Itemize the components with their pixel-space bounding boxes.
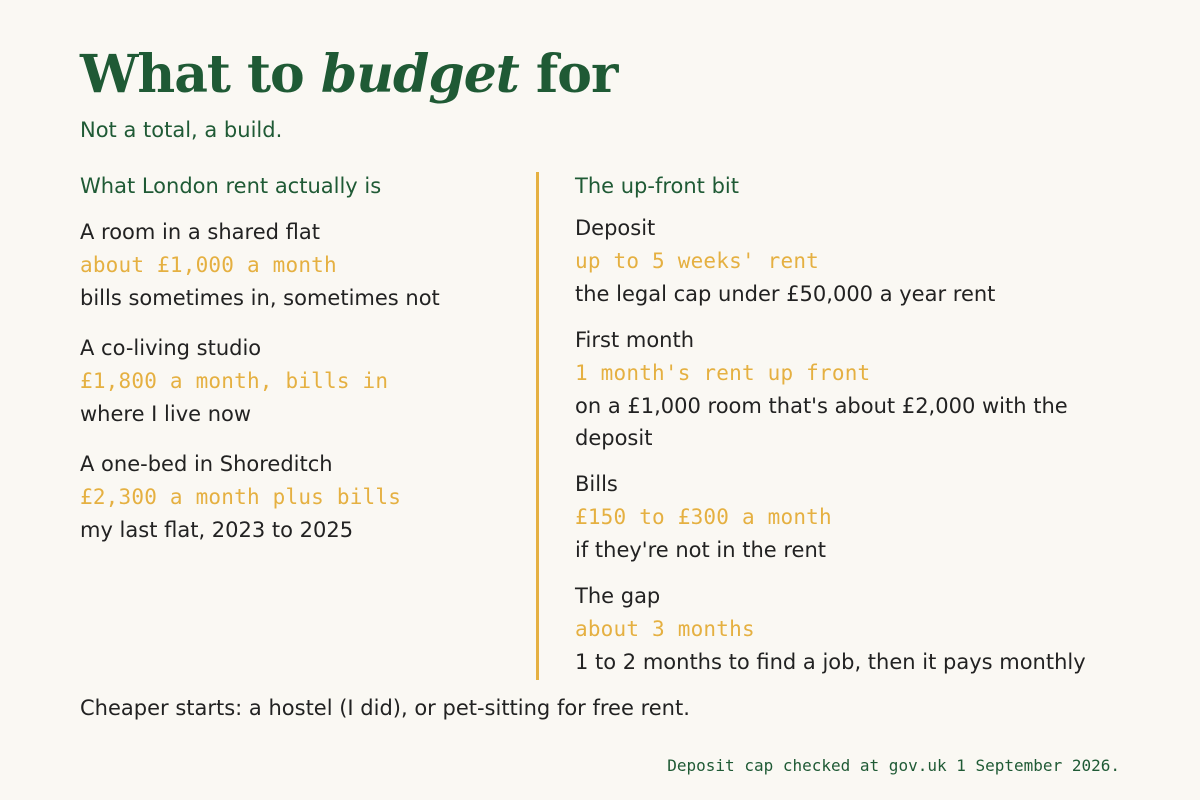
source-note: Deposit cap checked at gov.uk 1 September 2026. xyxy=(667,756,1120,775)
upfront-item-first-month xyxy=(575,324,1135,454)
page-title xyxy=(80,46,617,103)
item-label: Bills xyxy=(575,472,618,496)
cheaper-starts-note: Cheaper starts: a hostel (I did), or pet-sitting for free rent. xyxy=(80,696,690,720)
rent-section-heading: What London rent actually is xyxy=(80,174,382,198)
item-label: A co-living studio xyxy=(80,336,262,360)
item-label: A room in a shared flat xyxy=(80,220,320,244)
item-note: 1 to 2 months to find a job, then it pays monthly xyxy=(575,650,1086,674)
item-value: £150 to £300 a month xyxy=(575,505,832,529)
rent-item-co-living xyxy=(80,332,520,430)
upfront-item-bills xyxy=(575,468,1135,566)
title-suffix: for xyxy=(518,44,618,105)
item-label: Deposit xyxy=(575,216,656,240)
rent-item-one-bed xyxy=(80,448,520,546)
upfront-item-gap xyxy=(575,580,1135,678)
rent-item-shared-room xyxy=(80,216,520,314)
column-divider xyxy=(536,172,539,680)
item-value: £2,300 a month plus bills xyxy=(80,485,402,509)
title-emphasis: budget xyxy=(320,44,519,105)
item-label: The gap xyxy=(575,584,661,608)
item-note: bills sometimes in, sometimes not xyxy=(80,286,440,310)
title-prefix: What to xyxy=(80,44,321,105)
item-label: A one-bed in Shoreditch xyxy=(80,452,333,476)
item-value: about 3 months xyxy=(575,617,755,641)
upfront-item-deposit xyxy=(575,212,1135,310)
item-note: where I live now xyxy=(80,402,252,426)
item-value: about £1,000 a month xyxy=(80,253,337,277)
upfront-section-heading: The up-front bit xyxy=(575,174,739,198)
item-note: on a £1,000 room that's about £2,000 with the deposit xyxy=(575,394,1068,450)
page-subtitle: Not a total, a build. xyxy=(80,118,283,142)
item-note: the legal cap under £50,000 a year rent xyxy=(575,282,996,306)
item-note: my last flat, 2023 to 2025 xyxy=(80,518,354,542)
item-note: if they're not in the rent xyxy=(575,538,826,562)
item-label: First month xyxy=(575,328,695,352)
item-value: £1,800 a month, bills in xyxy=(80,369,389,393)
rent-column xyxy=(80,170,520,564)
item-value: 1 month's rent up front xyxy=(575,361,871,385)
upfront-column xyxy=(575,170,1135,692)
item-value: up to 5 weeks' rent xyxy=(575,249,820,273)
